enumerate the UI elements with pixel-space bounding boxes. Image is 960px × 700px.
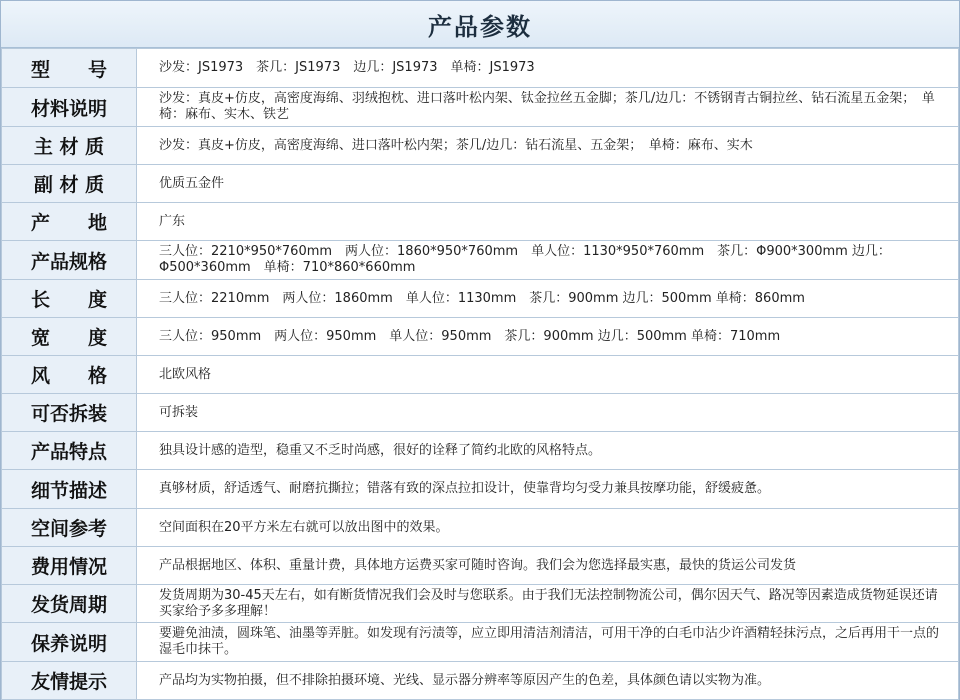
row-value: 空间面积在20平方米左右就可以放出图中的效果。: [159, 519, 449, 535]
row-value-cell: [137, 623, 959, 662]
row-value-cell: [137, 662, 959, 700]
row-label: 产 地: [2, 203, 137, 241]
table-row: [2, 432, 959, 470]
table-row: [2, 241, 959, 280]
table-row: [2, 623, 959, 662]
table-row: [2, 165, 959, 203]
row-label: 长 度: [2, 280, 137, 318]
table-row: [2, 88, 959, 127]
table-row: [2, 470, 959, 509]
table-row: [2, 203, 959, 241]
row-value: 沙发：真皮+仿皮，高密度海绵、进口落叶松内架；茶几/边几：钻石流星、五金架； 单椅：麻布、实木: [159, 137, 753, 153]
row-value-cell: [137, 470, 959, 509]
table-row: [2, 662, 959, 700]
row-value: 广东: [159, 213, 186, 229]
row-value: 沙发：真皮+仿皮，高密度海绵、羽绒抱枕、进口落叶松内架、钛金拉丝五金脚；茶几/边几：不锈钢青古铜拉丝、钻石流星五金架； 单椅：麻布、实木、铁艺: [159, 91, 935, 122]
row-value-cell: [137, 203, 959, 241]
row-value: 可拆装: [159, 404, 199, 420]
row-value-cell: [137, 127, 959, 165]
row-value-cell: [137, 318, 959, 356]
table-row: [2, 356, 959, 394]
row-label: 产品规格: [2, 241, 137, 280]
row-label: 费用情况: [2, 547, 137, 585]
parameters-table: [1, 48, 959, 700]
row-value: 沙发：JS1973 茶几：JS1973 边几：JS1973 单椅：JS1973: [159, 60, 535, 75]
row-label: 可否拆装: [2, 394, 137, 432]
row-value-cell: [137, 356, 959, 394]
row-value-cell: [137, 509, 959, 547]
table-row: [2, 547, 959, 585]
row-label: 产品特点: [2, 432, 137, 470]
table-row: [2, 509, 959, 547]
table-row: [2, 49, 959, 88]
parameters-table-body: [2, 49, 959, 700]
table-row: [2, 127, 959, 165]
row-label: 细节描述: [2, 470, 137, 509]
row-value-cell: [137, 88, 959, 127]
row-value: 产品根据地区、体积、重量计费，具体地方运费买家可随时咨询。我们会为您选择最实惠，最快的货运公司发货: [159, 557, 797, 573]
row-value-cell: [137, 585, 959, 623]
row-value: 优质五金件: [159, 175, 225, 191]
row-label: 主 材 质: [2, 127, 137, 165]
table-row: [2, 280, 959, 318]
row-label: 风 格: [2, 356, 137, 394]
row-value: 发货周期为30-45天左右，如有断货情况我们会及时与您联系。由于我们无法控制物流公司，偶尔因天气、路况等因素造成货物延误还请买家给予多多理解！: [159, 587, 938, 619]
row-label: 型 号: [2, 49, 137, 88]
row-label: 保养说明: [2, 623, 137, 662]
row-value-cell: [137, 49, 959, 88]
row-value-cell: [137, 432, 959, 470]
row-value-cell: [137, 280, 959, 318]
row-label: 空间参考: [2, 509, 137, 547]
table-row: [2, 394, 959, 432]
row-value: 独具设计感的造型，稳重又不乏时尚感，很好的诠释了简约北欧的风格特点。: [159, 442, 602, 458]
row-value: 三人位：2210mm 两人位：1860mm 单人位：1130mm 茶几：900mm 边几：500mm 单椅：860mm: [159, 290, 805, 306]
row-label: 副 材 质: [2, 165, 137, 203]
table-row: [2, 585, 959, 623]
row-value: 北欧风格: [159, 366, 212, 382]
row-value: 真够材质，舒适透气、耐磨抗撕拉；错落有致的深点拉扣设计，使靠背均匀受力兼具按摩功能，舒缓疲惫。: [159, 481, 771, 496]
page-title: 产品参数: [1, 1, 959, 48]
row-value-cell: [137, 165, 959, 203]
row-label: 材料说明: [2, 88, 137, 127]
row-value-cell: [137, 547, 959, 585]
row-value: 三人位：950mm 两人位：950mm 单人位：950mm 茶几：900mm 边几：500mm 单椅：710mm: [159, 328, 781, 344]
row-value-cell: [137, 394, 959, 432]
row-label: 宽 度: [2, 318, 137, 356]
row-value: 要避免油渍，圆珠笔、油墨等弄脏。如发现有污渍等，应立即用清洁剂清洁，可用干净的白毛巾沾少许酒精轻抹污点，之后再用干一点的湿毛巾抹干。: [159, 626, 940, 657]
row-value: 产品均为实物拍摄，但不排除拍摄环境、光线、显示器分辨率等原因产生的色差，具体颜色请以实物为准。: [159, 672, 771, 688]
row-value: 三人位：2210*950*760mm 两人位：1860*950*760mm 单人位：1130*950*760mm 茶几：Φ900*300mm 边几：Φ500*360mm 单椅：710*860*660mm: [159, 244, 891, 275]
row-label: 发货周期: [2, 585, 137, 623]
row-value-cell: [137, 241, 959, 280]
table-row: [2, 318, 959, 356]
row-label: 友情提示: [2, 662, 137, 700]
